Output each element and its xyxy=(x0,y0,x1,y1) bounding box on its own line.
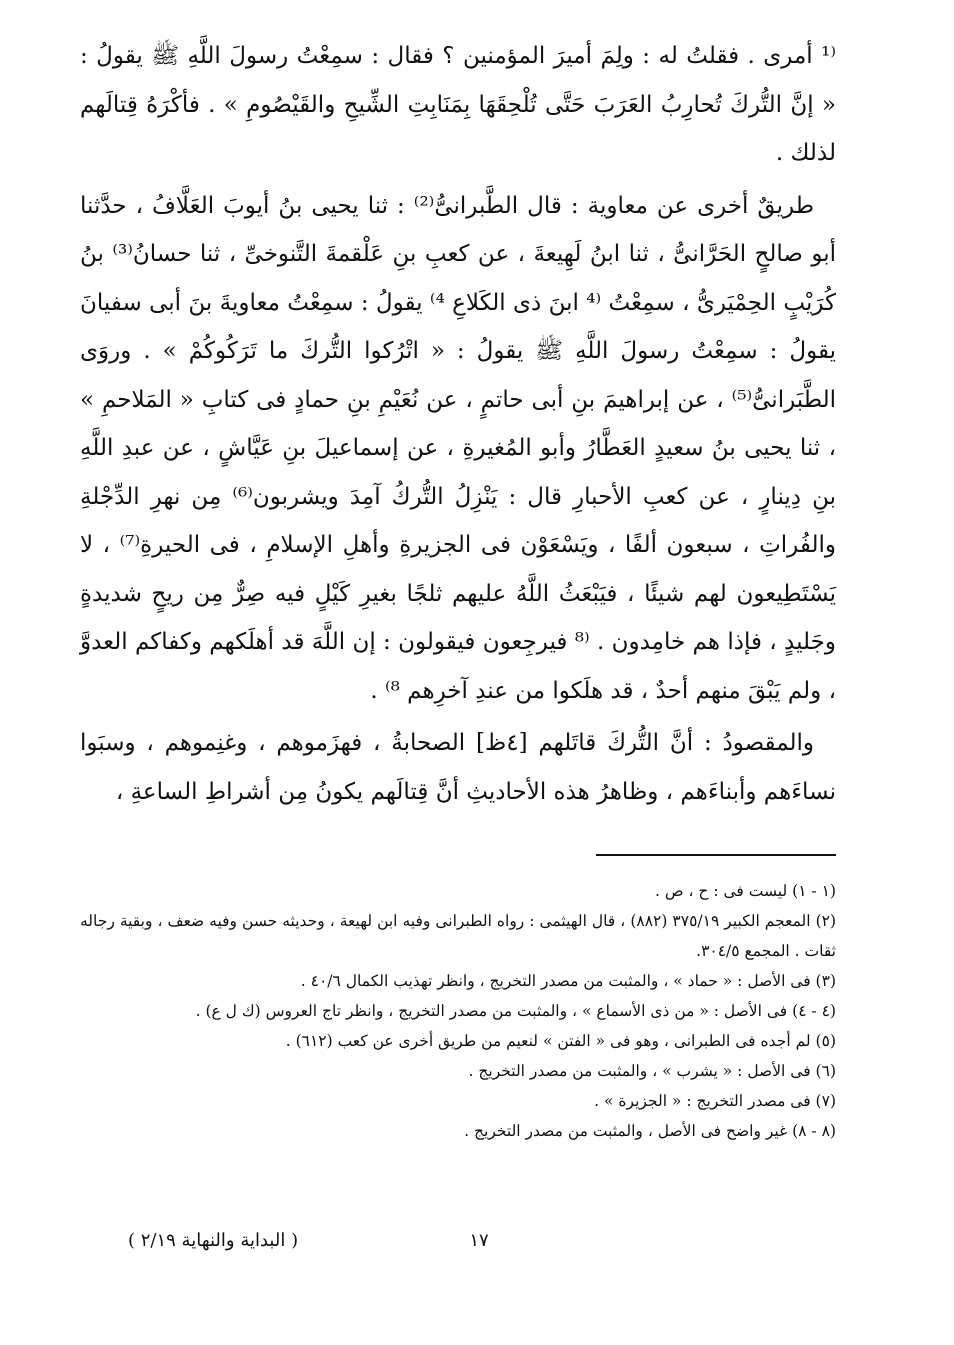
footnote: (٣) فى الأصل : « حماد » ، والمثبت من مصدر التخريج ، وانظر تهذيب الكمال ٤٠/٦ . xyxy=(300,972,836,990)
paragraph-tabarani-route: طريقٌ أخرى عن معاوية : قال الطَّبرانىُّ⁽²⁾ : ثنا يحيى بنُ أيوبَ العَلَّافُ ، حدَّثنا أبو صالحٍ الحَرَّانىُّ ، ثنا ابنُ لَهِيعةَ ، عن كعبِ بنِ عَلْقمةَ التَّنوخىِّ ، ثنا حسانُ⁽³⁾ بنُ كُرَيْبٍ الحِمْيَرىُّ ، سمِعْتُ ⁽⁴ ابنَ ذى الكَلاعِ ⁴⁾ يقولُ : سمِعْتُ معاويةَ بنَ أبى سفيانَ يقولُ : سمِعْتُ رسولَ اللَّهِ ﷺ يقولُ : « اتْرُكوا التُّركَ ما تَرَكُوكُمْ » . وروَى الطَّبَرانىُّ⁽⁵⁾ ، عن إبراهيمَ بنِ أبى حاتمٍ ، عن نُعَيْمِ بنِ حمادٍ فى كتابِ « المَلاحمِ » ، ثنا يحيى بنُ سعيدٍ العَطَّارُ وأبو المُغيرةِ ، عن إسماعيلَ بنِ عَيَّاشٍ ، عن عبدِ اللَّهِ بنِ دِينارٍ ، عن كعبِ الأحبارِ قال : يَنْزِلُ التُّركُ آمِدَ ويشربون⁽⁶⁾ مِن نهرِ الدِّجْلةِ والفُراتِ ، سبعون ألفًا ، ويَسْعَوْن فى الجزيرةِ وأهلِ الإسلامِ ، فى الحيرةِ⁽⁷⁾ ، لا يَسْتَطِيعون لهم شيئًا ، فيَبْعَثُ اللَّهُ عليهم ثلجًا بغيرِ كَيْلٍ فيه صِرٌّ مِن ريحٍ شديدةٍ وجَليدٍ ، فإذا هم خامِدون . ⁽⁸ فيرجِعون فيقولون : إن اللَّهَ قد أهلَكهم وكفاكم العدوَّ ، ولم يَبْقَ منهم أحدٌ ، قد هلَكوا من عندِ آخرِهم ⁸⁾ . xyxy=(80,192,836,704)
paragraph-conclusion: والمقصودُ : أنَّ التُّركَ قاتَلهم [٤ظ] الصحابةُ ، فهزَموهم ، وغنِموهم ، وسبَوا نساءَهم وأبناءَهم ، وظاهرُ هذه الأحاديثِ أنَّ قِتالَهم يكونُ مِن أشراطِ الساعةِ ، xyxy=(80,730,836,805)
footnote: (٧) فى مصدر التخريج : « الجزيرة » . xyxy=(594,1092,836,1110)
footnotes xyxy=(80,876,836,1146)
footnote: (٢) المعجم الكبير ٣٧٥/١٩ (٨٨٢) ، قال الهيثمى : رواه الطبرانى وفيه ابن لهيعة ، وحديثه حسن وفيه ضعف ، وبقية رجاله ثقات . المجمع ٣٠٤/٥. xyxy=(80,912,837,960)
footnote: (٦) فى الأصل : « يشرب » ، والمثبت من مصدر التخريج . xyxy=(468,1062,836,1080)
body-text xyxy=(80,32,836,816)
source-reference: ( البداية والنهاية ٢/١٩ ) xyxy=(128,1230,299,1251)
footnote: (١ - ١) ليست فى : ح ، ص . xyxy=(654,882,836,900)
footnote: (٥) لم أجده فى الطبرانى ، وهو فى « الفتن » لنعيم من طريق أخرى عن كعب (٦١٢) . xyxy=(285,1032,836,1050)
footnote-separator xyxy=(596,854,836,856)
page-number: ١٧ xyxy=(469,1230,489,1251)
footnote: (٤ - ٤) فى الأصل : « من ذى الأسماع » ، والمثبت من مصدر التخريج ، وانظر تاج العروس (ك ل ع) . xyxy=(195,1002,836,1020)
paragraph-continuation: ⁽¹ أمرى . فقلتُ له : ولِمَ أميرَ المؤمنين ؟ فقال : سمِعْتُ رسولَ اللَّهِ ﷺ يقولُ : « إنَّ التُّركَ تُحارِبُ العَرَبَ حَتَّى تُلْحِقَهَا بِمَنَابِتِ الشِّيحِ والقَيْصُومِ » . فأكْرَهُ قِتالَهم لذلك . xyxy=(80,43,836,166)
footnote: (٨ - ٨) غير واضح فى الأصل ، والمثبت من مصدر التخريج . xyxy=(464,1122,836,1140)
page xyxy=(80,32,836,1146)
